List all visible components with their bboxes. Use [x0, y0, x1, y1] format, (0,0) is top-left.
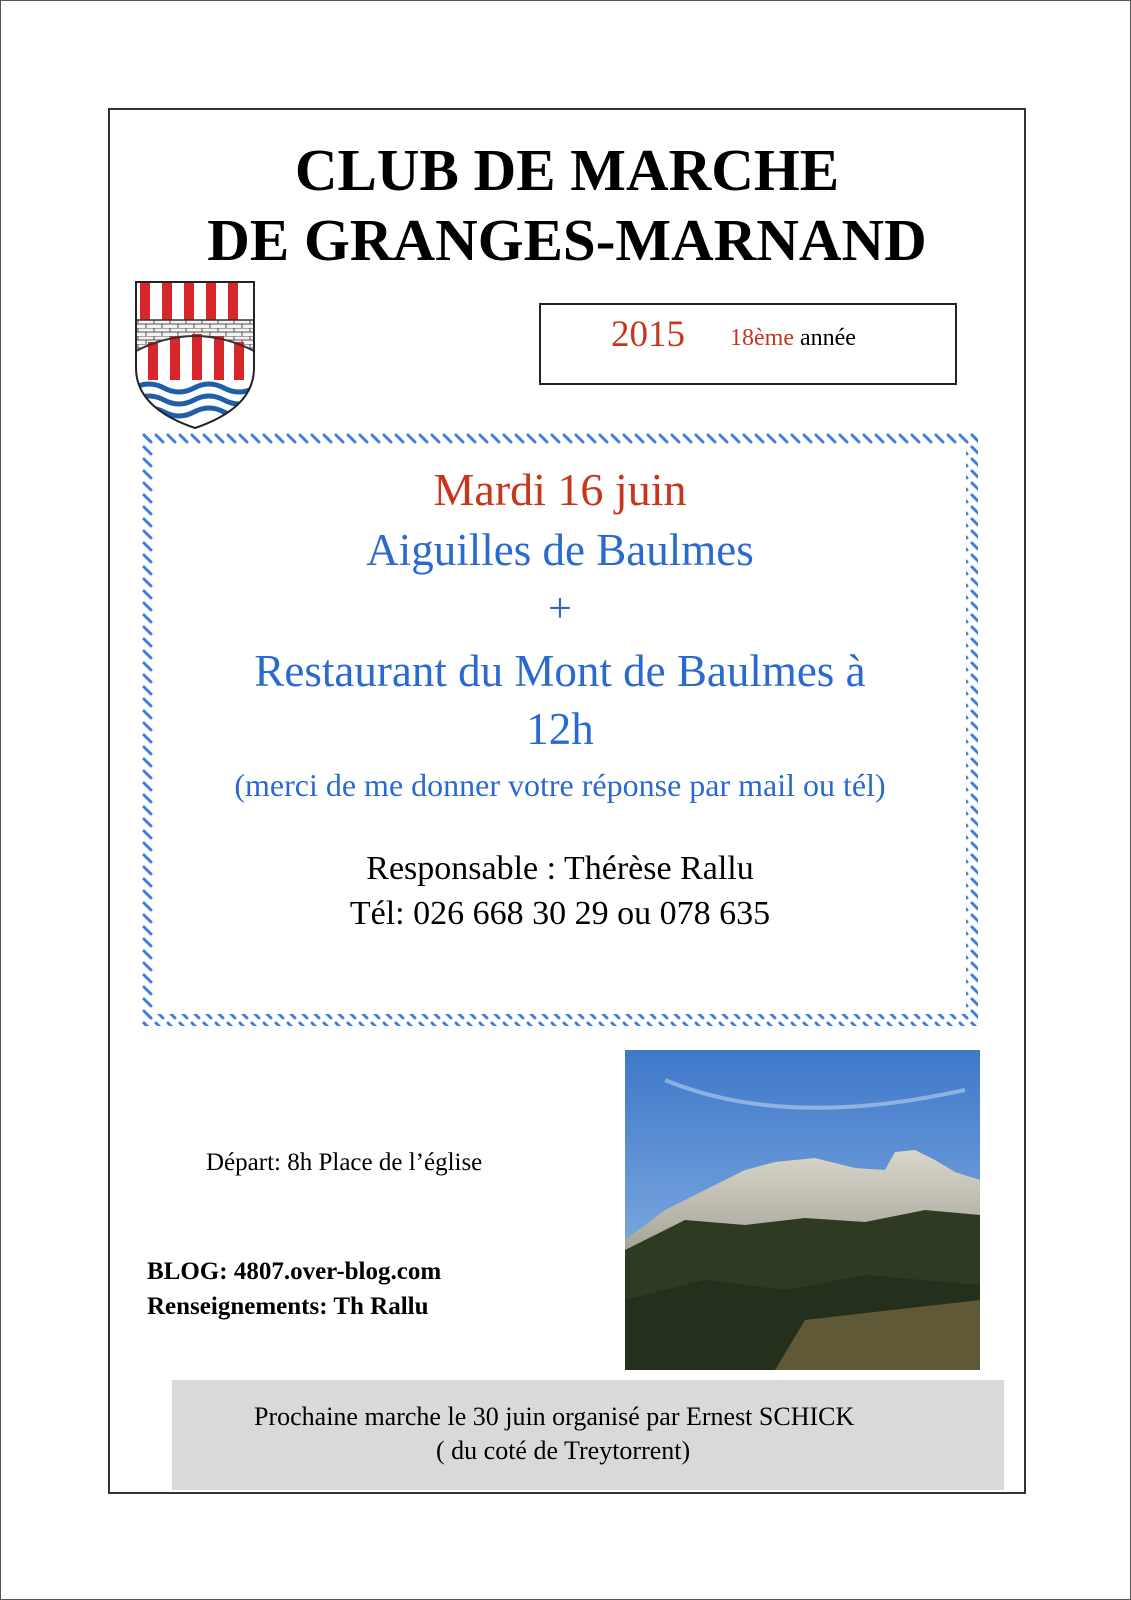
event-plus: +	[548, 586, 572, 632]
blog-link: BLOG: 4807.over-blog.com	[147, 1258, 442, 1285]
edition-year: 2015	[611, 314, 685, 355]
club-title-line-1: CLUB DE MARCHE	[294, 137, 840, 203]
event-time: 12h	[526, 704, 594, 754]
event-phone: Tél: 026 668 30 29 ou 078 635	[349, 895, 771, 932]
edition-word: année	[799, 325, 856, 351]
event-destination: Aiguilles de Baulmes	[366, 525, 754, 575]
next-walk-footer	[172, 1380, 1004, 1490]
departure-info: Départ: 8h Place de l’église	[206, 1149, 483, 1176]
event-date: Mardi 16 juin	[433, 464, 687, 515]
event-restaurant: Restaurant du Mont de Baulmes à	[254, 646, 866, 696]
mountain-photo	[625, 1050, 980, 1370]
next-walk-line-2: ( du coté de Treytorrent)	[436, 1436, 691, 1465]
edition-anniversary	[730, 325, 856, 352]
edition-box	[539, 303, 957, 385]
club-title-line-2: DE GRANGES-MARNAND	[207, 207, 927, 273]
event-responsible: Responsable : Thérèse Rallu	[366, 850, 754, 887]
coat-of-arms-icon	[134, 280, 256, 430]
contact-info: Renseignements: Th Rallu	[147, 1293, 429, 1320]
event-rsvp: (merci de me donner votre réponse par mail ou tél)	[234, 767, 886, 803]
edition-ordinal: 18ème	[730, 325, 794, 351]
next-walk-line-1: Prochaine marche le 30 juin organisé par Ernest SCHICK	[254, 1402, 855, 1431]
